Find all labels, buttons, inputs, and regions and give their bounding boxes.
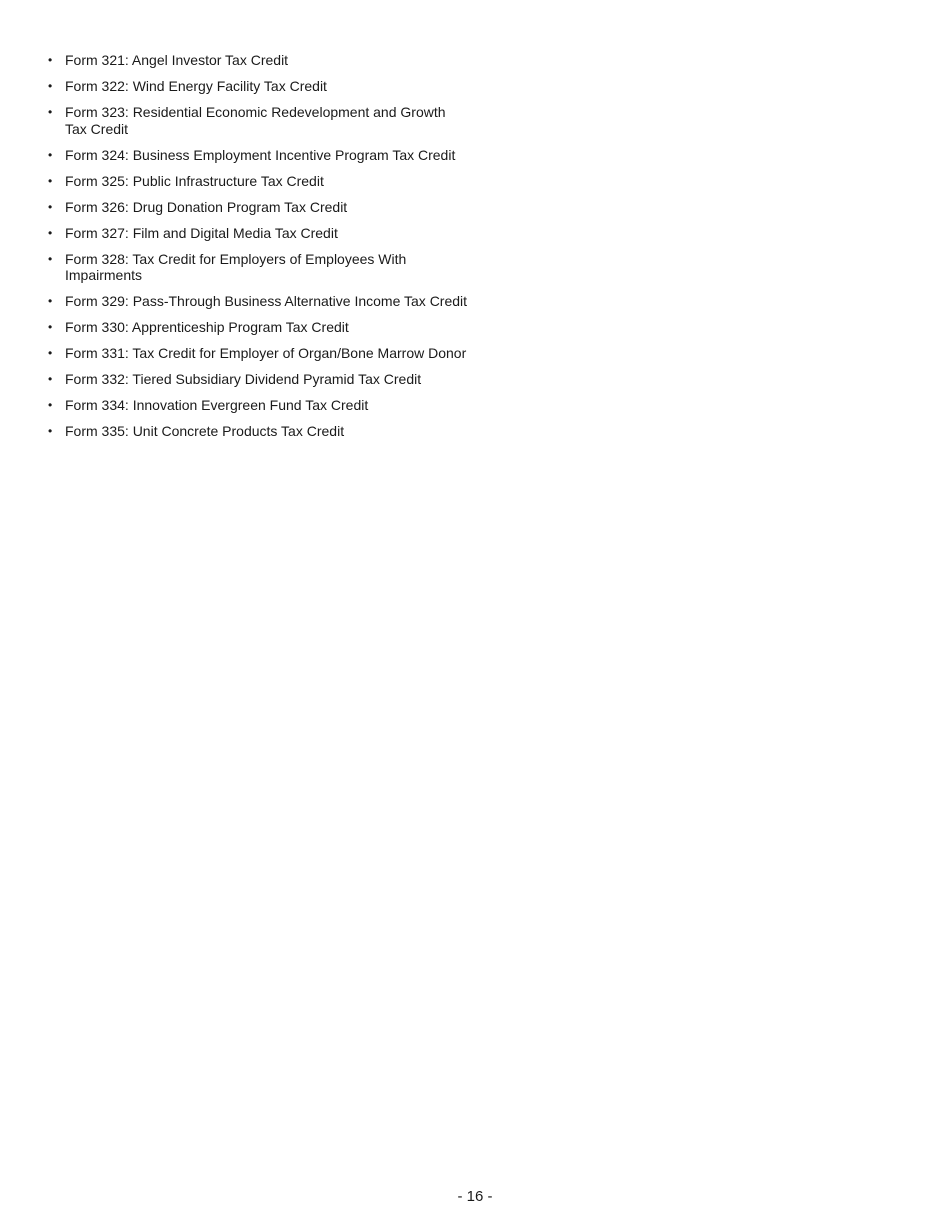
bullet-icon: • xyxy=(48,225,53,240)
bullet-icon: • xyxy=(48,294,53,308)
list-item-text: Form 324: Business Employment Incentive Program Tax Credit xyxy=(65,146,456,163)
list-item-text: Form 330: Apprenticeship Program Tax Credit xyxy=(65,319,349,335)
list-item xyxy=(48,52,468,69)
list-item xyxy=(48,147,468,164)
list-item xyxy=(48,345,468,362)
list-item-text: Form 327: Film and Digital Media Tax Credit xyxy=(65,224,338,241)
bullet-icon: • xyxy=(48,320,53,334)
list-item xyxy=(48,251,468,284)
list-item xyxy=(48,397,468,414)
list-item xyxy=(48,104,468,137)
bullet-icon: • xyxy=(48,199,53,214)
bullet-icon: • xyxy=(48,147,53,162)
list-item-text: Form 321: Angel Investor Tax Credit xyxy=(65,52,289,68)
list-item xyxy=(48,293,468,310)
bullet-icon: • xyxy=(48,372,53,386)
list-item-text: Form 331: Tax Credit for Employer of Organ/Bone Marrow Donor xyxy=(65,345,467,361)
list-item xyxy=(48,319,468,336)
bullet-icon: • xyxy=(48,424,53,438)
list-item xyxy=(48,371,468,388)
list-item-text: Form 328: Tax Credit for Employers of Employees With Impairments xyxy=(65,250,407,283)
list-item xyxy=(48,78,468,95)
bullet-icon: • xyxy=(48,346,53,360)
bullet-icon: • xyxy=(48,398,53,412)
list-item-text: Form 332: Tiered Subsidiary Dividend Pyramid Tax Credit xyxy=(65,371,422,387)
bullet-icon: • xyxy=(48,251,53,266)
bullet-icon: • xyxy=(48,173,53,188)
list-item-text: Form 334: Innovation Evergreen Fund Tax Credit xyxy=(65,397,369,413)
bullet-icon: • xyxy=(48,79,53,93)
list-item xyxy=(48,173,468,190)
list-item-text: Form 329: Pass-Through Business Alternative Income Tax Credit xyxy=(65,293,468,309)
list-item xyxy=(48,423,468,440)
list-item xyxy=(48,199,468,216)
bullet-icon: • xyxy=(48,105,53,119)
list-item-text: Form 335: Unit Concrete Products Tax Credit xyxy=(65,423,345,439)
tax-credit-forms-list xyxy=(48,52,468,449)
list-item-text: Form 322: Wind Energy Facility Tax Credit xyxy=(65,78,327,94)
list-item-text: Form 325: Public Infrastructure Tax Credit xyxy=(65,172,324,189)
bullet-icon: • xyxy=(48,53,53,67)
page-number: - 16 - xyxy=(457,1188,493,1205)
list-item-text: Form 323: Residential Economic Redevelopment and Growth Tax Credit xyxy=(65,104,446,137)
list-item xyxy=(48,225,468,242)
list-item-text: Form 326: Drug Donation Program Tax Credit xyxy=(65,198,348,215)
